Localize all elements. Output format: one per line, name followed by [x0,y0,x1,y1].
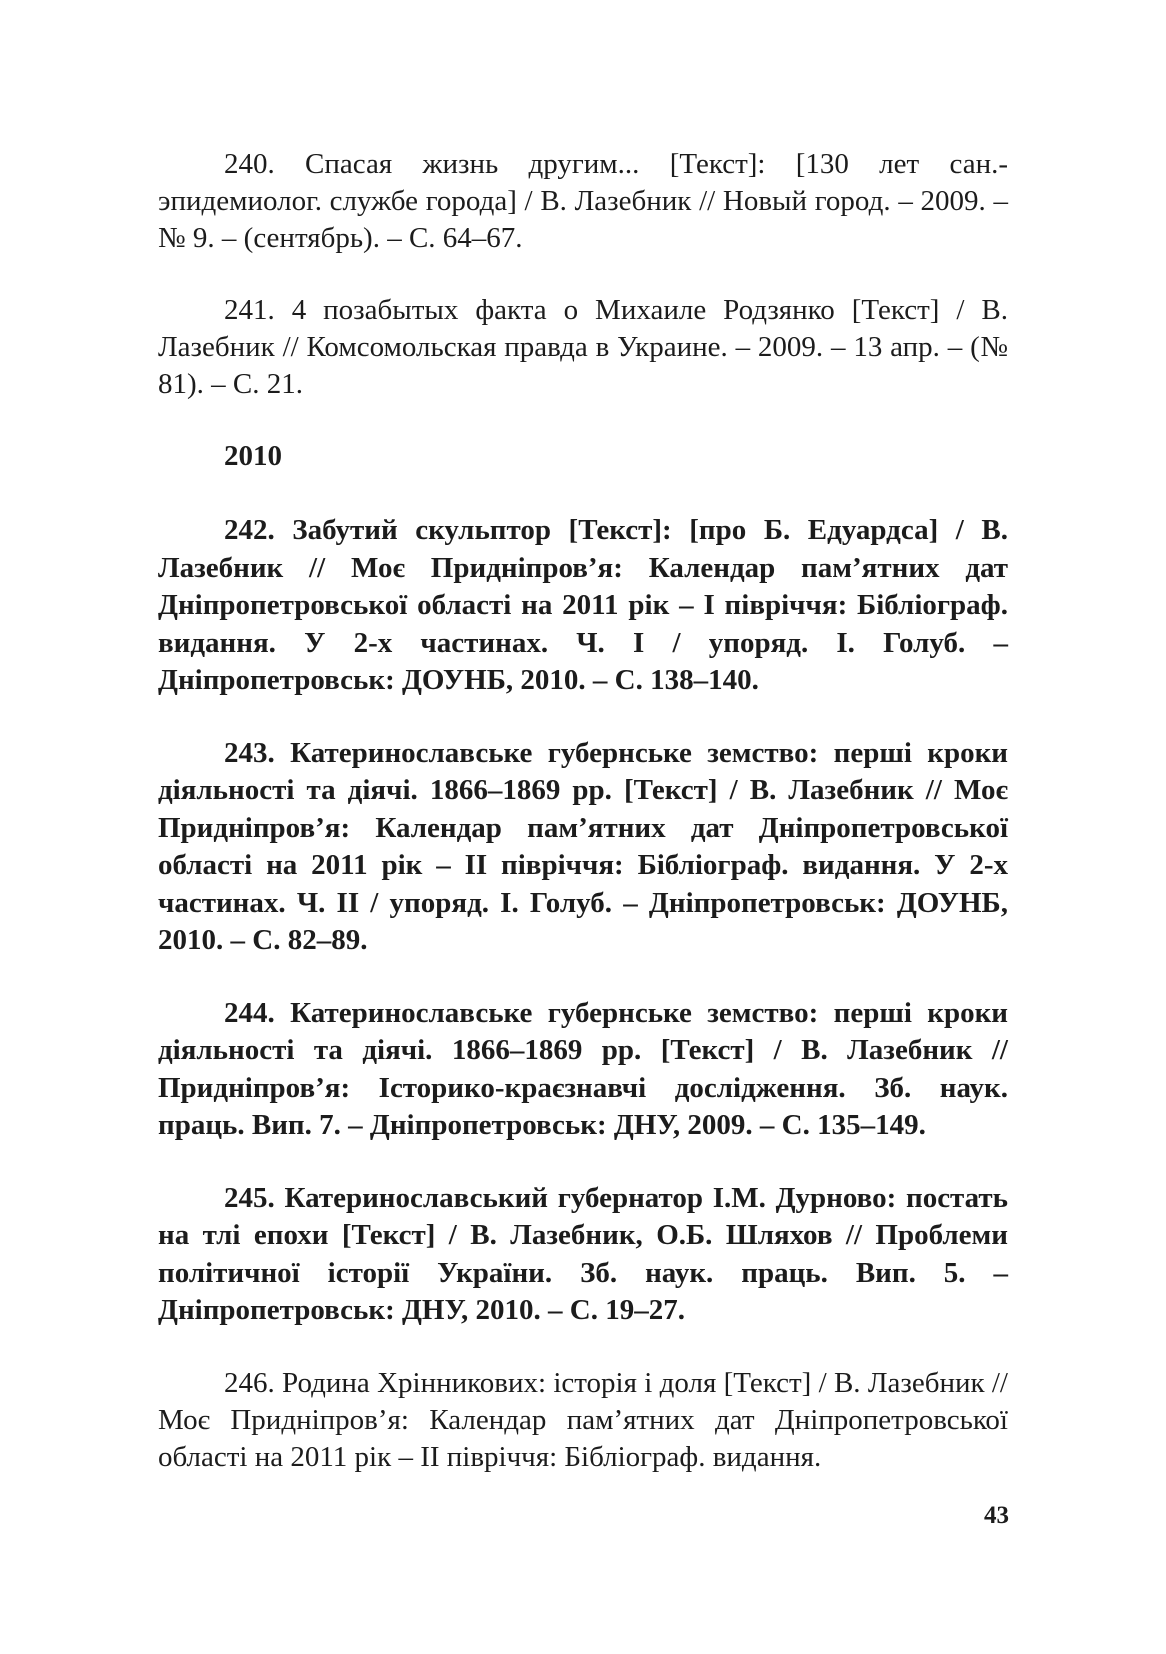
page-body [158,146,1008,1476]
year-heading: 2010 [224,440,282,472]
bibliography-entry-240: 240. Спасая жизнь другим... [Текст]: [130 лет сан.-эпидемиолог. службе города] / В. Лазебник // Новый город. – 2009. – № 9. – (сентябрь). – С. 64–67. [158,148,1008,254]
bibliography-entry-243: 243. Катеринославське губернське земство: перші кроки діяльності та діячі. 1866–1869 рр. [Текст] / В. Лазебник // Моє Придніпров’я: Календар пам’ятних дат Дніпропетровської області на 2011 рік – ІІ півріччя: Бібліограф. видання. У 2-х частинах. Ч. ІІ / упоряд. І. Голуб. – Дніпропетровськ: ДОУНБ, 2010. – С. 82–89. [158,736,1008,956]
bibliography-entry-244: 244. Катеринославське губернське земство: перші кроки діяльності та діячі. 1866–1869 рр. [Текст] / В. Лазебник // Придніпров’я: Історико-краєзнавчі дослідження. Зб. наук. праць. Вип. 7. – Дніпропетровськ: ДНУ, 2009. – С. 135–149. [158,996,1008,1141]
bibliography-entry-241: 241. 4 позабытых факта о Михаиле Родзянко [Текст] / В. Лазебник // Комсомольская правда в Украине. – 2009. – 13 апр. – (№ 81). – С. 21. [158,294,1008,400]
bibliography-entry-246: 246. Родина Хрінникових: історія і доля [Текст] / В. Лазебник // Моє Придніпров’я: Календар пам’ятних дат Дніпропетровської області на 2011 рік – ІІ півріччя: Бібліограф. видання. [158,1366,1008,1473]
bibliography-entry-245: 245. Катеринославський губернатор І.М. Дурново: постать на тлі епохи [Текст] / В. Лазебник, О.Б. Шляхов // Проблеми політичної історії України. Зб. наук. праць. Вип. 5. – Дніпропетровськ: ДНУ, 2010. – С. 19–27. [158,1181,1008,1326]
bibliography-entry-242: 242. Забутий скульптор [Текст]: [про Б. Едуардса] / В. Лазебник // Моє Придніпров’я: Календар пам’ятних дат Дніпропетровської області на 2011 рік – І півріччя: Бібліограф. видання. У 2-х частинах. Ч. I / упоряд. І. Голуб. – Дніпропетровськ: ДОУНБ, 2010. – С. 138–140. [158,514,1008,696]
page-number: 43 [984,1502,1009,1529]
